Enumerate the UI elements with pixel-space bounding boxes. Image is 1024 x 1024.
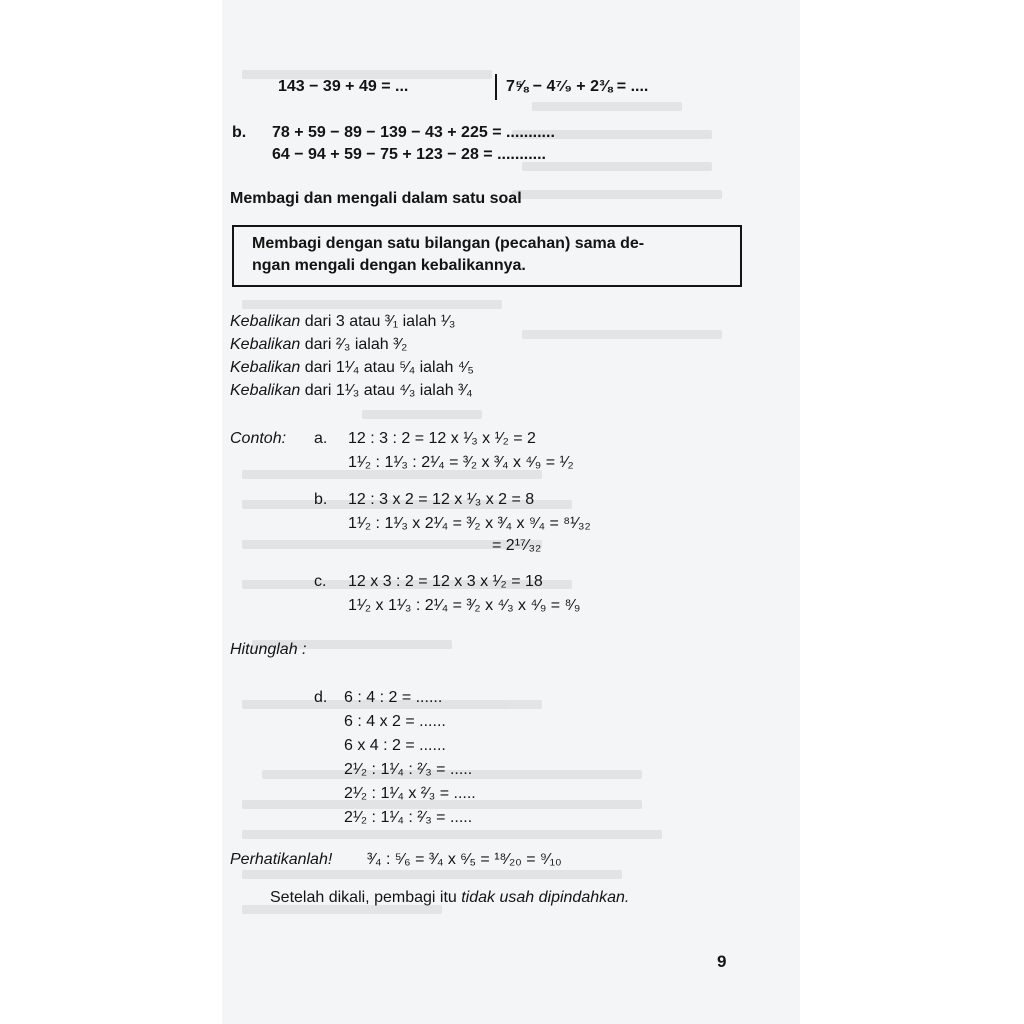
rule-line-1: Membagi dengan satu bilangan (pecahan) sama de-	[252, 235, 645, 252]
rule-box	[232, 225, 742, 287]
example-c-label: c.	[314, 573, 327, 590]
examples-label: Contoh:	[230, 430, 287, 447]
example-c-line-2: 1¹⁄₂ x 1¹⁄₃ : 2¹⁄₄ = ³⁄₂ x ⁴⁄₃ x ⁴⁄₉ = ⁸⁄₉	[348, 597, 581, 614]
exercise-d-line-5: 2¹⁄₂ : 1¹⁄₄ x ²⁄₃ = .....	[344, 785, 476, 802]
example-b-label: b.	[314, 491, 328, 508]
exercise-d-line-4: 2¹⁄₂ : 1¹⁄₄ : ²⁄₃ = .....	[344, 761, 473, 778]
exercise-b-line-2: 64 − 94 + 59 − 75 + 123 − 28 = ...........	[272, 146, 546, 163]
reciprocal-3: Kebalikan dari 1¹⁄₄ atau ⁵⁄₄ ialah ⁴⁄₅	[230, 359, 474, 376]
exercise-d-line-1: 6 : 4 : 2 = ......	[344, 689, 443, 706]
page-number: 9	[717, 952, 727, 971]
exercise-b-line-1: 78 + 59 − 89 − 139 − 43 + 225 = ...........	[272, 124, 555, 141]
note-text: Setelah dikali, pembagi itu tidak usah dipindahkan.	[270, 889, 630, 906]
example-a-line-1: 12 : 3 : 2 = 12 x ¹⁄₃ x ¹⁄₂ = 2	[348, 430, 536, 447]
note-equation: ³⁄₄ : ⁵⁄₆ = ³⁄₄ x ⁶⁄₅ = ¹⁸⁄₂₀ = ⁹⁄₁₀	[367, 851, 562, 868]
column-divider	[495, 74, 497, 100]
note-label: Perhatikanlah!	[230, 851, 333, 868]
exercise-d-line-3: 6 x 4 : 2 = ......	[344, 737, 446, 754]
exercise-b-label: b.	[232, 124, 247, 141]
example-b-line-3: = 2¹⁷⁄₃₂	[492, 537, 542, 554]
example-a-label: a.	[314, 430, 328, 447]
example-b-line-2: 1¹⁄₂ : 1¹⁄₃ x 2¹⁄₄ = ³⁄₂ x ³⁄₄ x ⁹⁄₄ = ⁸¹⁄₃₂	[348, 515, 591, 532]
exercises-label: Hitunglah :	[230, 641, 307, 658]
reciprocal-1: Kebalikan dari 3 atau ³⁄₁ ialah ¹⁄₃	[230, 313, 456, 330]
exercise-d-line-6: 2¹⁄₂ : 1¹⁄₄ : ²⁄₃ = .....	[344, 809, 473, 826]
book-page	[222, 0, 800, 1024]
example-c-line-1: 12 x 3 : 2 = 12 x 3 x ¹⁄₂ = 18	[348, 573, 543, 590]
example-b-line-1: 12 : 3 x 2 = 12 x ¹⁄₃ x 2 = 8	[348, 491, 535, 508]
example-a-line-2: 1¹⁄₂ : 1¹⁄₃ : 2¹⁄₄ = ³⁄₂ x ³⁄₄ x ⁴⁄₉ = ¹⁄₂	[348, 454, 574, 471]
reciprocal-2: Kebalikan dari ²⁄₃ ialah ³⁄₂	[230, 336, 408, 353]
rule-line-2: ngan mengali dengan kebalikannya.	[252, 257, 526, 274]
section-title: Membagi dan mengali dalam satu soal	[230, 190, 522, 207]
reciprocal-4: Kebalikan dari 1¹⁄₃ atau ⁴⁄₃ ialah ³⁄₄	[230, 382, 473, 399]
top-line-1-right: 7⅝ − 4⁷⁄₉ + 2⅜ = ....	[506, 78, 649, 95]
exercise-d-line-2: 6 : 4 x 2 = ......	[344, 713, 446, 730]
exercise-d-label: d.	[314, 689, 328, 706]
top-line-1-left: 143 − 39 + 49 = ...	[278, 78, 409, 95]
